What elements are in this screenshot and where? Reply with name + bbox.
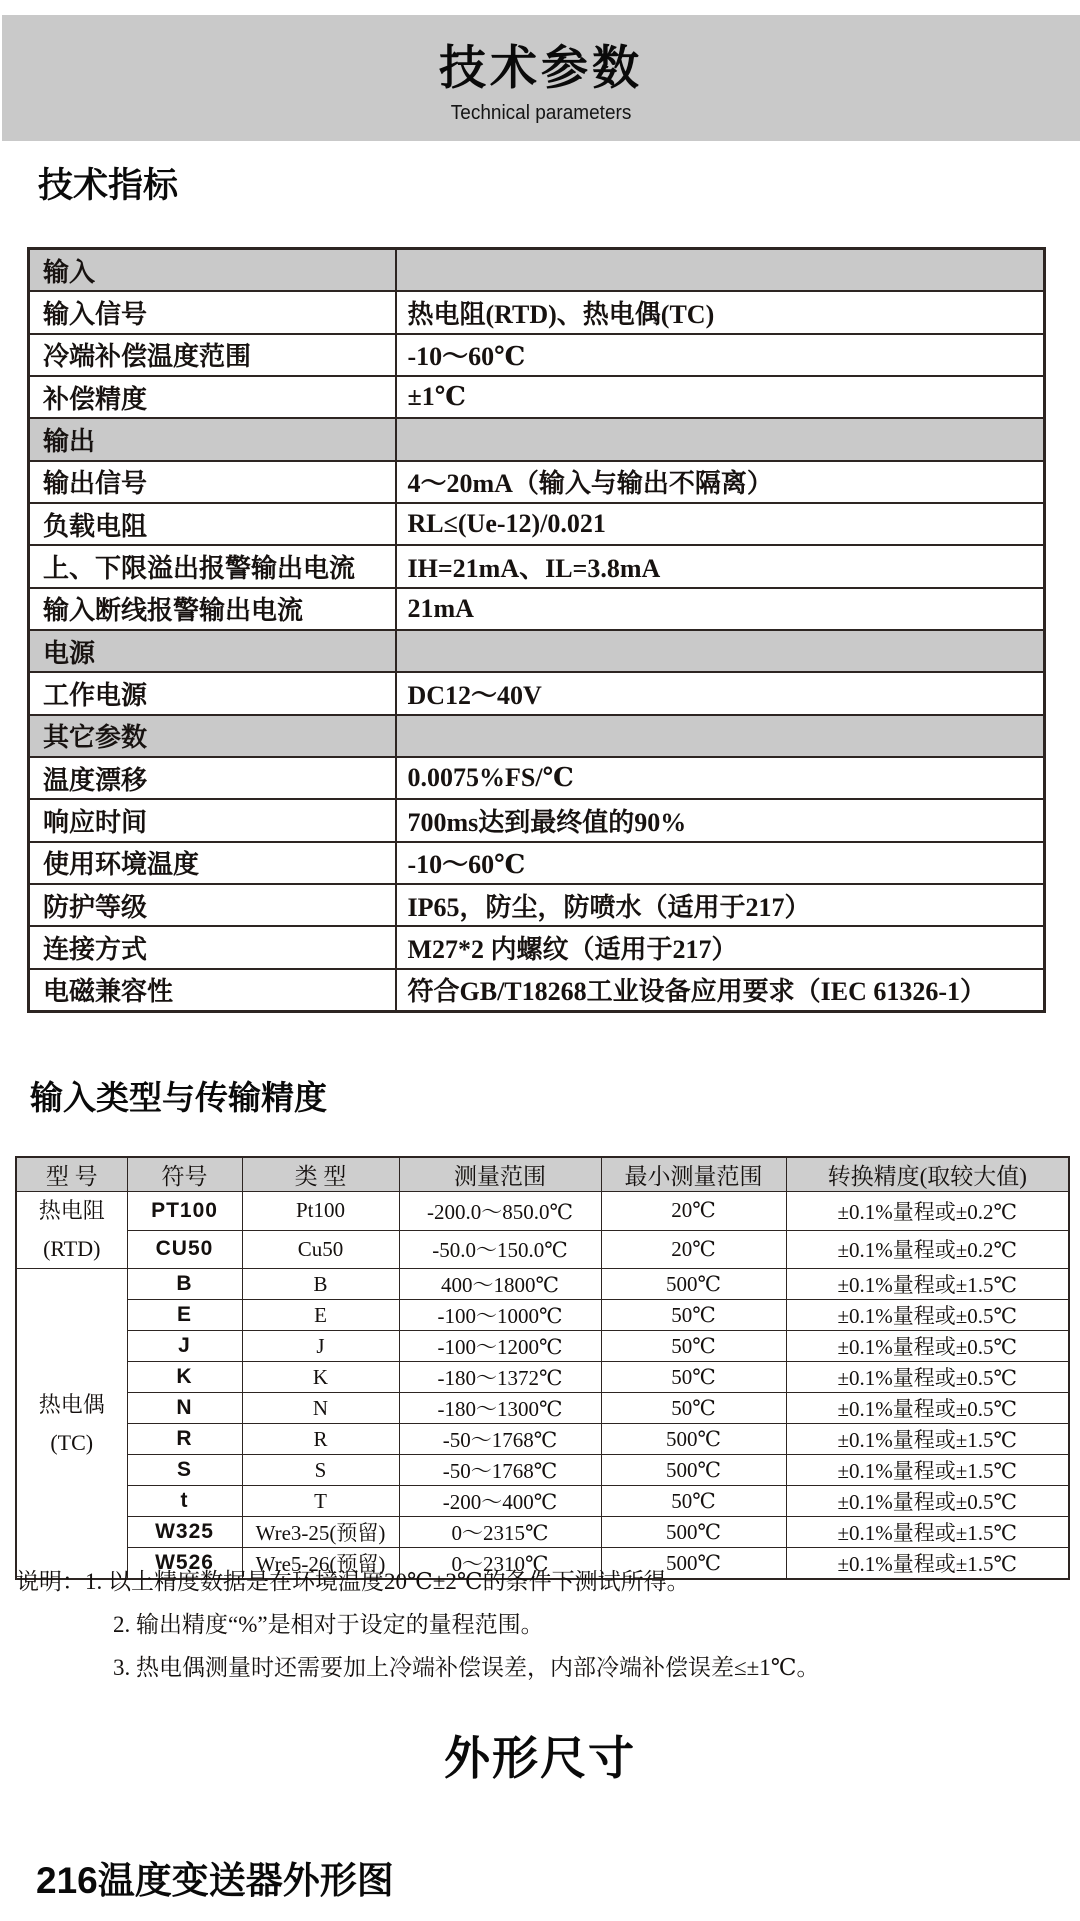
spec-value-cell: IP65，防尘，防喷水（适用于217） <box>396 884 1045 926</box>
accuracy-header-cell: 符号 <box>127 1157 242 1192</box>
accuracy-type-cell: E <box>242 1300 399 1331</box>
spec-section-label-cell: 输出 <box>29 418 396 460</box>
notes-prefix: 说明： <box>16 1569 85 1594</box>
accuracy-symbol-cell: PT100 <box>127 1192 242 1231</box>
accuracy-minrange-cell: 500℃ <box>601 1269 786 1300</box>
accuracy-row <box>16 1486 1069 1517</box>
note-text: 2. 输出精度“%”是相对于设定的量程范围。 <box>113 1612 544 1637</box>
accuracy-value-cell: ±0.1%量程或±0.5℃ <box>786 1300 1069 1331</box>
spec-value-cell: M27*2 内螺纹（适用于217） <box>396 926 1045 968</box>
spec-value-cell: RL≤(Ue-12)/0.021 <box>396 503 1045 545</box>
spec-label-cell: 冷端补偿温度范围 <box>29 334 396 376</box>
spec-value-cell: 700ms达到最终值的90% <box>396 799 1045 841</box>
accuracy-header-cell: 类 型 <box>242 1157 399 1192</box>
accuracy-symbol-cell: E <box>127 1300 242 1331</box>
page-header-banner <box>2 15 1080 141</box>
accuracy-symbol-cell: K <box>127 1362 242 1393</box>
spec-section-row <box>29 630 1045 672</box>
spec-row <box>29 461 1045 503</box>
accuracy-range-cell: -100～1200℃ <box>399 1331 601 1362</box>
accuracy-row <box>16 1393 1069 1424</box>
accuracy-value-cell: ±0.1%量程或±0.2℃ <box>786 1192 1069 1231</box>
spec-label-cell: 输出信号 <box>29 461 396 503</box>
spec-label-cell: 补偿精度 <box>29 376 396 418</box>
spec-label-cell: 负载电阻 <box>29 503 396 545</box>
accuracy-type-cell: Pt100 <box>242 1192 399 1231</box>
accuracy-minrange-cell: 500℃ <box>601 1517 786 1548</box>
accuracy-minrange-cell: 20℃ <box>601 1230 786 1269</box>
spec-row <box>29 757 1045 799</box>
accuracy-minrange-cell: 500℃ <box>601 1548 786 1580</box>
spec-value-cell: 符合GB/T18268工业设备应用要求（IEC 61326-1） <box>396 969 1045 1012</box>
spec-section-empty-cell <box>396 715 1045 757</box>
tech-specs-heading: 技术指标 <box>38 166 179 205</box>
spec-row <box>29 884 1045 926</box>
accuracy-minrange-cell: 500℃ <box>601 1455 786 1486</box>
accuracy-symbol-cell: J <box>127 1331 242 1362</box>
accuracy-range-cell: -100～1000℃ <box>399 1300 601 1331</box>
accuracy-symbol-cell: CU50 <box>127 1230 242 1269</box>
spec-section-empty-cell <box>396 249 1045 292</box>
spec-row <box>29 672 1045 714</box>
spec-row <box>29 376 1045 418</box>
accuracy-header-cell: 转换精度(取较大值) <box>786 1157 1069 1192</box>
accuracy-value-cell: ±0.1%量程或±1.5℃ <box>786 1424 1069 1455</box>
spec-row <box>29 926 1045 968</box>
accuracy-value-cell: ±0.1%量程或±0.5℃ <box>786 1331 1069 1362</box>
spec-value-cell: 热电阻(RTD)、热电偶(TC) <box>396 291 1045 333</box>
spec-section-empty-cell <box>396 630 1045 672</box>
accuracy-header-cell: 最小测量范围 <box>601 1157 786 1192</box>
accuracy-header-row <box>16 1157 1069 1192</box>
note-text: 3. 热电偶测量时还需要加上冷端补偿误差，内部冷端补偿误差≤±1℃。 <box>113 1655 820 1680</box>
spec-label-cell: 连接方式 <box>29 926 396 968</box>
accuracy-row <box>16 1424 1069 1455</box>
accuracy-row <box>16 1192 1069 1231</box>
spec-label-cell: 输入断线报警输出电流 <box>29 588 396 630</box>
spec-row <box>29 545 1045 587</box>
accuracy-type-cell: S <box>242 1455 399 1486</box>
spec-section-row <box>29 715 1045 757</box>
group-name: 热电阻 <box>38 1198 105 1223</box>
spec-section-label-cell: 其它参数 <box>29 715 396 757</box>
spec-label-cell: 防护等级 <box>29 884 396 926</box>
accuracy-minrange-cell: 50℃ <box>601 1362 786 1393</box>
accuracy-type-cell: Cu50 <box>242 1230 399 1269</box>
accuracy-symbol-cell: S <box>127 1455 242 1486</box>
accuracy-table <box>15 1156 1070 1580</box>
spec-row <box>29 503 1045 545</box>
accuracy-row <box>16 1230 1069 1269</box>
accuracy-symbol-cell: N <box>127 1393 242 1424</box>
accuracy-minrange-cell: 500℃ <box>601 1424 786 1455</box>
note-line <box>16 1603 819 1646</box>
note-line <box>16 1646 819 1689</box>
spec-section-label-cell: 电源 <box>29 630 396 672</box>
note-text: 1. 以上精度数据是在环境温度20℃±2℃的条件下测试所得。 <box>85 1569 690 1594</box>
spec-value-cell: 0.0075%FS/℃ <box>396 757 1045 799</box>
accuracy-value-cell: ±0.1%量程或±1.5℃ <box>786 1517 1069 1548</box>
accuracy-range-cell: 0～2315℃ <box>399 1517 601 1548</box>
input-types-heading: 输入类型与传输精度 <box>30 1079 327 1116</box>
spec-row <box>29 799 1045 841</box>
group-sub: (TC) <box>50 1429 94 1455</box>
group-sub: (RTD) <box>43 1236 101 1261</box>
spec-value-cell: 4～20mA（输入与输出不隔离） <box>396 461 1045 503</box>
accuracy-type-cell: Wre3-25(预留) <box>242 1517 399 1548</box>
accuracy-symbol-cell: R <box>127 1424 242 1455</box>
accuracy-type-cell: T <box>242 1486 399 1517</box>
spec-value-cell: -10～60℃ <box>396 842 1045 884</box>
accuracy-range-cell: -50～1768℃ <box>399 1455 601 1486</box>
accuracy-row <box>16 1517 1069 1548</box>
accuracy-type-cell: Wre5-26(预留) <box>242 1548 399 1580</box>
page-subtitle: Technical parameters <box>450 102 632 124</box>
spec-label-cell: 工作电源 <box>29 672 396 714</box>
accuracy-type-cell: R <box>242 1424 399 1455</box>
accuracy-value-cell: ±0.1%量程或±0.5℃ <box>786 1393 1069 1424</box>
accuracy-range-cell: -50～1768℃ <box>399 1424 601 1455</box>
spec-label-cell: 温度漂移 <box>29 757 396 799</box>
spec-row <box>29 969 1045 1012</box>
accuracy-minrange-cell: 50℃ <box>601 1486 786 1517</box>
accuracy-row <box>16 1300 1069 1331</box>
accuracy-range-cell: -180～1372℃ <box>399 1362 601 1393</box>
spec-label-cell: 输入信号 <box>29 291 396 333</box>
notes-block <box>16 1560 819 1689</box>
accuracy-range-cell: 0～2310℃ <box>399 1548 601 1580</box>
spec-value-cell: IH=21mA、IL=3.8mA <box>396 545 1045 587</box>
accuracy-type-cell: K <box>242 1362 399 1393</box>
spec-section-empty-cell <box>396 418 1045 460</box>
spec-row <box>29 334 1045 376</box>
accuracy-range-cell: 400～1800℃ <box>399 1269 601 1300</box>
accuracy-minrange-cell: 50℃ <box>601 1331 786 1362</box>
spec-value-cell: -10～60℃ <box>396 334 1045 376</box>
spec-value-cell: DC12～40V <box>396 672 1045 714</box>
spec-label-cell: 上、下限溢出报警输出电流 <box>29 545 396 587</box>
page-title: 技术参数 <box>439 41 643 94</box>
accuracy-row <box>16 1362 1069 1393</box>
accuracy-header-cell: 测量范围 <box>399 1157 601 1192</box>
spec-section-row <box>29 418 1045 460</box>
accuracy-group-cell <box>16 1269 127 1580</box>
accuracy-value-cell: ±0.1%量程或±1.5℃ <box>786 1269 1069 1300</box>
group-name: 热电偶 <box>38 1391 105 1417</box>
note-line <box>16 1560 819 1603</box>
accuracy-symbol-cell: B <box>127 1269 242 1300</box>
accuracy-value-cell: ±0.1%量程或±0.2℃ <box>786 1230 1069 1269</box>
spec-row <box>29 291 1045 333</box>
spec-value-cell: 21mA <box>396 588 1045 630</box>
accuracy-value-cell: ±0.1%量程或±0.5℃ <box>786 1486 1069 1517</box>
accuracy-type-cell: N <box>242 1393 399 1424</box>
spec-row <box>29 588 1045 630</box>
spec-section-row <box>29 249 1045 292</box>
accuracy-group-cell <box>16 1192 127 1269</box>
accuracy-symbol-cell: W526 <box>127 1548 242 1580</box>
accuracy-range-cell: -200.0～850.0℃ <box>399 1192 601 1231</box>
accuracy-range-cell: -50.0～150.0℃ <box>399 1230 601 1269</box>
accuracy-row <box>16 1331 1069 1362</box>
spec-section-label-cell: 输入 <box>29 249 396 292</box>
accuracy-range-cell: -180～1300℃ <box>399 1393 601 1424</box>
spec-row <box>29 842 1045 884</box>
accuracy-value-cell: ±0.1%量程或±0.5℃ <box>786 1362 1069 1393</box>
spec-table <box>27 247 1046 1013</box>
spec-value-cell: ±1℃ <box>396 376 1045 418</box>
spec-label-cell: 使用环境温度 <box>29 842 396 884</box>
spec-label-cell: 电磁兼容性 <box>29 969 396 1012</box>
accuracy-type-cell: B <box>242 1269 399 1300</box>
accuracy-symbol-cell: W325 <box>127 1517 242 1548</box>
accuracy-value-cell: ±0.1%量程或±1.5℃ <box>786 1548 1069 1580</box>
accuracy-minrange-cell: 50℃ <box>601 1393 786 1424</box>
accuracy-symbol-cell: t <box>127 1486 242 1517</box>
accuracy-minrange-cell: 50℃ <box>601 1300 786 1331</box>
outline-216-heading: 216温度变送器外形图 <box>36 1860 394 1901</box>
accuracy-header-cell: 型 号 <box>16 1157 127 1192</box>
accuracy-minrange-cell: 20℃ <box>601 1192 786 1231</box>
accuracy-value-cell: ±0.1%量程或±1.5℃ <box>786 1455 1069 1486</box>
accuracy-range-cell: -200～400℃ <box>399 1486 601 1517</box>
accuracy-type-cell: J <box>242 1331 399 1362</box>
spec-label-cell: 响应时间 <box>29 799 396 841</box>
accuracy-row <box>16 1269 1069 1300</box>
accuracy-row <box>16 1455 1069 1486</box>
dimensions-heading: 外形尺寸 <box>444 1732 636 1784</box>
